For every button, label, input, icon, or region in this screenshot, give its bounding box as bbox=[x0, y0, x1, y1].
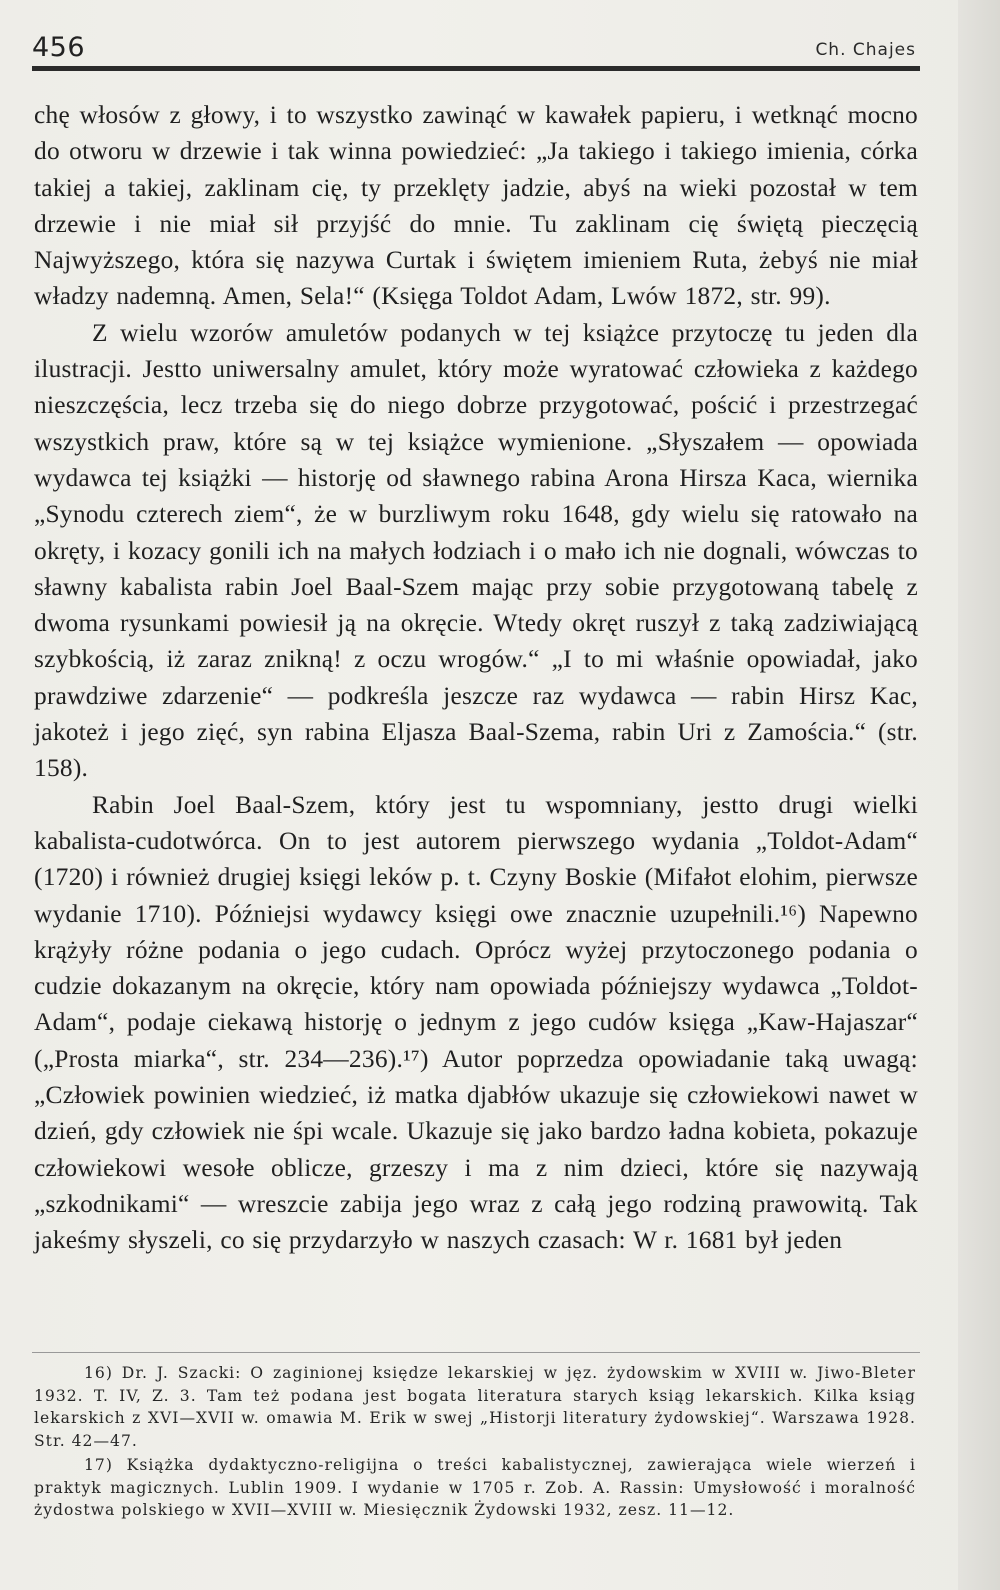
main-text bbox=[34, 97, 918, 1259]
footnote-16: 16) Dr. J. Szacki: O zaginionej księdze lekarskiej w jęz. żydowskim w XVIII w. Jiwo-Bleter 1932. T. IV, Z. 3. Tam też podana jest bogata literatura starych ksiąg lekarskich. Kilka ksiąg lekarskich z XVI—XVII w. omawia M. Erik w swej „Historji literatury żydowskiej“. Warszawa 1928. Str. 42—47. bbox=[34, 1364, 916, 1450]
footnotes bbox=[34, 1362, 916, 1524]
paragraph-2: Z wielu wzorów amuletów podanych w tej książce przytoczę tu jeden dla ilustracji. Jestto uniwersalny amulet, który może wyratować człowieka z każdego nieszczęścia, lecz trzeba się do niego dobrze przygotować, pościć i przestrzegać wszystkich praw, które są w tej książce wymienione. „Słyszałem — opowiada wydawca tej książki — historję od sławnego rabina Arona Hirsza Kaca, wiernika „Synodu czterech ziem“, że w burzliwym roku 1648, gdy wielu się ratowało na okręty, i kozacy gonili ich na małych łodziach i o mało ich nie dognali, wówczas to sławny kabalista rabin Joel Baal-Szem mając przy sobie przygotowaną tabelę z dwoma rysunkami powiesił ją na okręcie. Wtedy okręt ruszył z taką zadziwiającą szybkością, iż zaraz znikną! z oczu wrogów.“ „I to mi właśnie opowiadał, jako prawdziwe zdarzenie“ — podkreśla jeszcze raz wydawca — rabin Hirsz Kac, jakoteż i jego zięć, syn rabina Eljasza Baal-Szema, rabin Uri z Zamościa.“ (str. 158). bbox=[34, 318, 918, 783]
running-head-author: Ch. Chajes bbox=[815, 40, 916, 60]
paragraph-1: chę włosów z głowy, i to wszystko zawinąć w kawałek papieru, i wetknąć mocno do otworu w drzewie i tak winna powiedzieć: „Ja takiego i takiego imienia, córka takiej a takiej, zaklinam cię, ty przeklęty jadzie, abyś na wieki pozostał w tem drzewie i nie miał sił przyjść do mnie. Tu zaklinam cię świętą pieczęcią Najwyższego, która się nazywa Curtak i świętem imieniem Ruta, żebyś nie miał władzy nademną. Amen, Sela!“ (Księga Toldot Adam, Lwów 1872, str. 99). bbox=[34, 101, 918, 311]
page-edge-shadow bbox=[958, 0, 1000, 1590]
page-number: 456 bbox=[32, 32, 86, 63]
footnote-17: 17) Książka dydaktyczno-religijna o treści kabalistycznej, zawierająca wiele wierzeń i praktyk magicznych. Lublin 1909. I wydanie w 1705 r. Zob. A. Rassin: Umysłowość i moralność żydostwa polskiego w XVII—XVIII w. Miesięcznik Żydowski 1932, zesz. 11—12. bbox=[34, 1456, 916, 1519]
paragraph-3: Rabin Joel Baal-Szem, który jest tu wspomniany, jestto drugi wielki kabalista-cudotwórca. On to jest autorem pierwszego wydania „Toldot-Adam“ (1720) i również drugiej księgi leków p. t. Czyny Boskie (Mifałot elohim, pierwsze wydanie 1710). Późniejsi wydawcy księgi owe znacznie uzupełnili.¹⁶) Napewno krążyły różne podania o jego cudach. Oprócz wyżej przytoczonego podania o cudzie dokazanym na okręcie, który nam opowiada późniejszy wydawca „Toldot-Adam“, podaje ciekawą historję o jednym z jego cudów księga „Kaw-Hajaszar“ („Prosta miarka“, str. 234—236).¹⁷) Autor poprzedza opowiadanie taką uwagą: „Człowiek powinien wiedzieć, iż matka djabłów ukazuje się człowiekowi nawet w dzień, gdy człowiek nie śpi wcale. Ukazuje się jako bardzo ładna kobieta, pokazuje człowiekowi wesołe oblicze, grzeszy i ma z nim dzieci, które się nazywają „szkodnikami“ — wreszcie zabija jego wraz z całą jego rodziną prawowitą. Tak jakeśmy słyszeli, co się przydarzyło w naszych czasach: W r. 1681 był jeden bbox=[34, 790, 918, 1255]
header-rule bbox=[32, 66, 920, 71]
footnote-divider bbox=[32, 1352, 920, 1353]
